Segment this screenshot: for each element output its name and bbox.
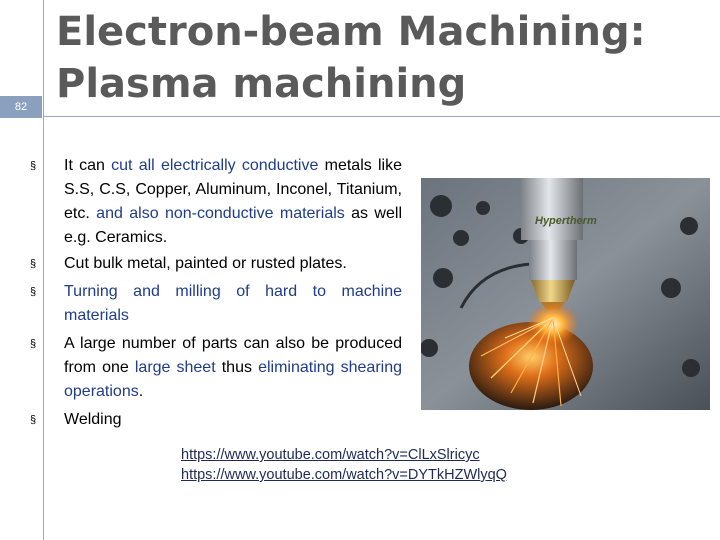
horizontal-divider <box>43 116 720 117</box>
bullet-text: metals like S.S, C.S, Copper, Aluminum, Inconel, Titanium, etc. <box>64 157 402 222</box>
bullet-item <box>30 280 402 328</box>
bullet-text: Cut bulk metal, painted or rusted plates. <box>64 255 347 272</box>
youtube-link-1[interactable]: https://www.youtube.com/watch?v=ClLxSlricyc <box>181 447 480 463</box>
bullet-text: It can <box>64 157 112 174</box>
plasma-torch-icon <box>421 178 710 410</box>
highlighted-text: cut all electrically conductive <box>111 157 319 174</box>
bullet-item <box>30 252 402 276</box>
youtube-link-2[interactable]: https://www.youtube.com/watch?v=DYTkHZWlyqQ <box>181 467 507 483</box>
highlighted-text: large sheet <box>134 359 216 376</box>
video-links <box>181 445 701 485</box>
bullet-marker: § <box>30 258 37 270</box>
highlighted-text: Turning and milling of hard to machine materials <box>64 283 402 324</box>
highlighted-text: eliminating shearing operations <box>64 359 402 400</box>
slide-number: 82 <box>0 96 42 118</box>
bullet-marker: § <box>30 160 37 172</box>
bullet-text: A large number of parts can also be produced from one <box>64 335 402 376</box>
bullet-text: Welding <box>64 411 122 428</box>
bullet-text: thus <box>215 359 259 376</box>
bullet-text: . <box>138 383 144 400</box>
title-line-1: Electron-beam Machining: <box>56 9 646 55</box>
bullet-list <box>30 154 402 432</box>
plasma-cutting-photo <box>421 178 710 410</box>
torch-brand-label: Hypertherm <box>535 215 597 227</box>
bullet-item <box>30 154 402 250</box>
highlighted-text: and also non-conductive materials <box>96 205 345 222</box>
title-line-2: Plasma machining <box>56 61 467 107</box>
bullet-item <box>30 332 402 404</box>
bullet-marker: § <box>30 414 37 426</box>
bullet-text: as well e.g. Ceramics. <box>64 205 402 246</box>
bullet-marker: § <box>30 286 37 298</box>
bullet-marker: § <box>30 338 37 350</box>
slide-title <box>56 6 711 110</box>
bullet-item <box>30 408 402 432</box>
